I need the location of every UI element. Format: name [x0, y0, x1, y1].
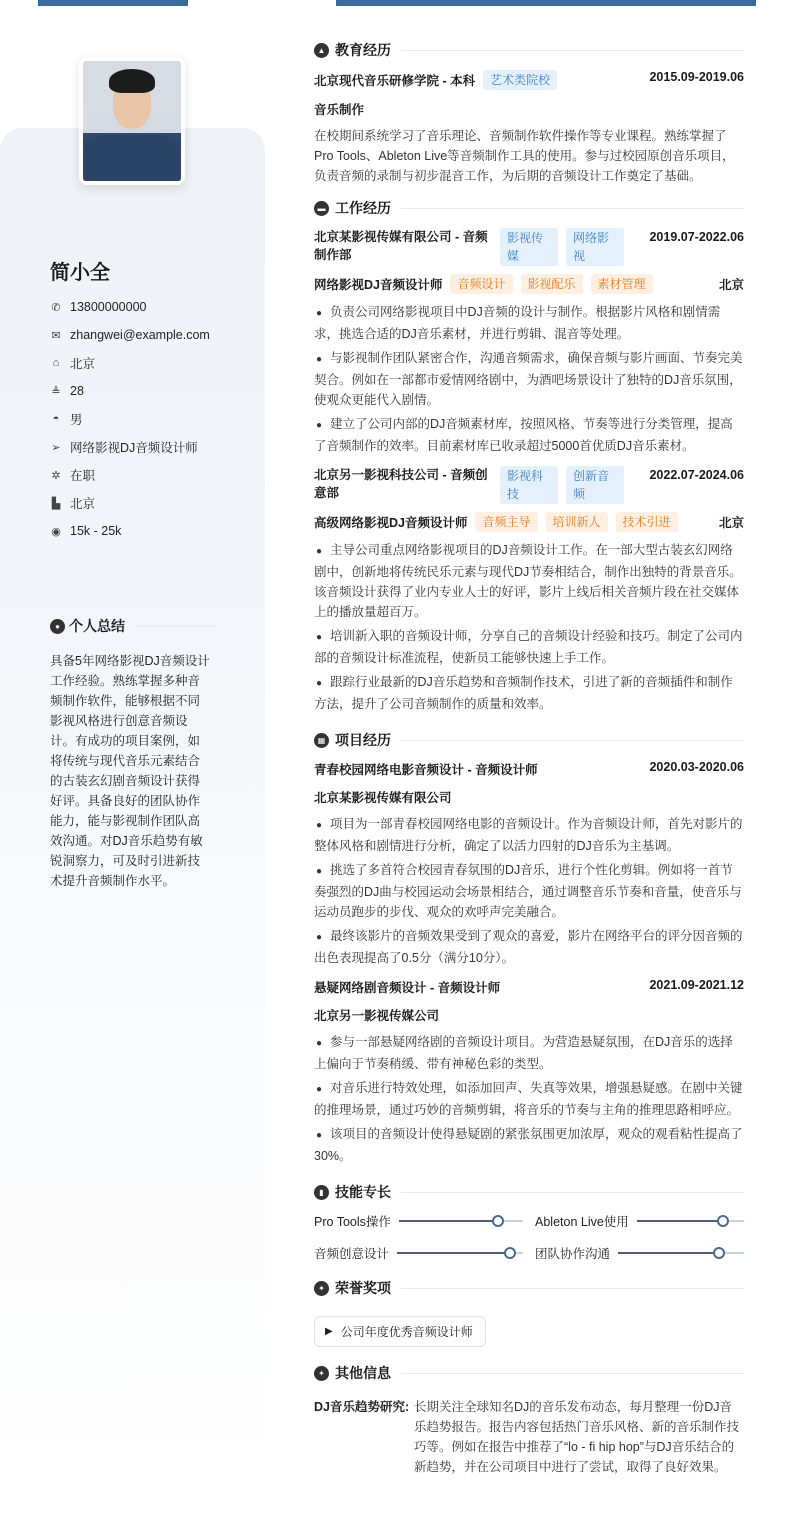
- work-company: 北京另一影视科技公司 - 音频创意部: [314, 468, 488, 500]
- education-desc: 在校期间系统学习了音乐理论、音频制作软件操作等专业课程。熟练掌握了Pro Tools、Ableton Live等音频制作工具的使用。参与过校园原创音乐项目，负责音频的录制与初步混音工作，为后期的音频设计工作奠定了基础。: [314, 129, 735, 183]
- education-heading: [314, 38, 744, 62]
- phone-icon: ✆: [51, 301, 61, 314]
- city-value: 北京: [70, 497, 96, 511]
- slider-knob[interactable]: [717, 1215, 729, 1227]
- award-icon: ✦: [314, 1281, 329, 1296]
- other-heading: [314, 1361, 744, 1385]
- work-date: 2019.07-2022.06: [649, 230, 744, 244]
- user-icon: ●: [50, 619, 65, 634]
- divider: [401, 50, 744, 51]
- cake-icon: ≜: [51, 385, 61, 398]
- avatar-image: [83, 61, 181, 181]
- skills-grid: [314, 1212, 744, 1262]
- education-date: 2015.09-2019.06: [649, 70, 744, 84]
- skill-tag: 音频设计: [450, 274, 512, 294]
- work-bullets: [314, 302, 744, 456]
- info-location: [50, 349, 210, 377]
- info-city: [50, 489, 210, 517]
- skill-tag: 音频主导: [475, 512, 537, 532]
- divider: [135, 626, 216, 627]
- location-value: 北京: [70, 357, 96, 371]
- gender-icon: ◓: [52, 413, 60, 425]
- info-position: [50, 433, 210, 461]
- project-header: [314, 760, 744, 778]
- work-role: 高级网络影视DJ音频设计师: [314, 516, 468, 530]
- divider: [401, 1192, 744, 1193]
- work-city: 北京: [718, 516, 744, 530]
- position-value: 网络影视DJ音频设计师: [70, 441, 198, 455]
- work-bullets: [314, 540, 744, 714]
- skill-slider[interactable]: [637, 1220, 744, 1222]
- send-icon: ➢: [51, 441, 61, 454]
- bar-chart-icon: ▮: [314, 1185, 329, 1200]
- skill-tag: 素材管理: [591, 274, 653, 294]
- skill-slider[interactable]: [399, 1220, 523, 1222]
- work-title: 工作经历: [335, 200, 391, 216]
- other-label: DJ音乐趋势研究:: [314, 1400, 410, 1414]
- divider: [401, 1288, 744, 1289]
- project-bullets: [314, 814, 744, 968]
- skill-label: Pro Tools操作: [314, 1215, 391, 1229]
- project-bullets: [314, 1032, 744, 1166]
- summary-text: 具备5年网络影视DJ音频设计工作经验。熟练掌握多种音频制作软件，能够根据不同影视风格进行创意音频设计。有成功的项目案例，如将传统与现代音乐元素结合的古装玄幻剧音频设计获得好评。具备良好的团队协作能力，能与影视制作团队高效沟通。对DJ音乐趋势有敏锐洞察力，可及时引进新技术提升音频制作水平。: [50, 654, 210, 888]
- skill-tag: 影视配乐: [521, 274, 583, 294]
- header-accent-bar-right: [336, 0, 756, 6]
- work-heading: [314, 196, 744, 220]
- project-name: 悬疑网络剧音频设计 - 音频设计师: [314, 981, 501, 995]
- skill-label: Ableton Live使用: [535, 1215, 629, 1229]
- work-item: [314, 228, 744, 456]
- phone-value: 13800000000: [70, 300, 147, 314]
- summary-title: 个人总结: [69, 618, 125, 634]
- status-value: 在职: [70, 469, 96, 483]
- projects-heading: [314, 728, 744, 752]
- profile-name: 简小全: [50, 262, 110, 284]
- other-title: 其他信息: [335, 1365, 391, 1381]
- bullet-item: ● 该项目的音频设计使得悬疑剧的紧张氛围更加浓厚，观众的观看粘性提高了30%。: [314, 1127, 743, 1163]
- project-company: 北京某影视传媒有限公司: [314, 791, 452, 805]
- bullet-item: ● 跟踪行业最新的DJ音乐趋势和音频制作技术，引进了新的音频插件和制作方法，提升了公司音频制作的质量和效率。: [314, 675, 733, 711]
- school-tag: 艺术类院校: [483, 70, 557, 90]
- award-label: 公司年度优秀音频设计师: [340, 1325, 473, 1339]
- building-icon: ▙: [51, 497, 61, 510]
- skill-item: [314, 1244, 523, 1262]
- contact-info-list: [50, 293, 210, 545]
- divider: [401, 1373, 744, 1374]
- slider-knob[interactable]: [713, 1247, 725, 1259]
- skill-label: 音频创意设计: [314, 1247, 390, 1261]
- briefcase-icon: ▬: [314, 201, 329, 216]
- education-title: 教育经历: [335, 42, 391, 58]
- skill-item: [535, 1212, 744, 1230]
- header-accent-bar-left: [38, 0, 188, 6]
- main-content: [314, 38, 744, 1477]
- bullet-item: ● 主导公司重点网络影视项目的DJ音频设计工作。在一部大型古装玄幻网络剧中，创新地将传统民乐元素与现代DJ节奏相结合，制作出独特的背景音乐。该音频设计获得了业内专业人士的好评，影片上线后相关音频片段在社交媒体上的播放量超百万。: [314, 543, 742, 619]
- divider: [401, 208, 744, 209]
- award-item[interactable]: [314, 1316, 486, 1347]
- info-status: [50, 461, 210, 489]
- bullet-item: ● 对音乐进行特效处理，如添加回声、失真等效果，增强悬疑感。在剧中关键的推理场景，通过巧妙的音频剪辑，将音乐的节奏与主角的推理思路相呼应。: [314, 1081, 743, 1117]
- skills-heading: [314, 1180, 744, 1204]
- work-city: 北京: [718, 278, 744, 292]
- avatar: [79, 57, 185, 185]
- info-email: [50, 321, 210, 349]
- gender-value: 男: [70, 413, 83, 427]
- bullet-item: ● 最终该影片的音频效果受到了观众的喜爱，影片在网络平台的评分因音频的出色表现提高了0.5分（满分10分）。: [314, 929, 743, 965]
- info-gender: [50, 405, 210, 433]
- grid-icon: ▦: [314, 733, 329, 748]
- project-date: 2021.09-2021.12: [649, 978, 744, 992]
- other-text: 长期关注全球知名DJ的音乐发布动态，每月整理一份DJ音乐趋势报告。报告内容包括热门音乐风格、新的音乐制作技巧等。例如在报告中推荐了“lo - fi hip hop”与DJ音乐结合的新趋势，并在公司项目中进行了尝试，取得了良好效果。: [414, 1400, 740, 1474]
- work-item-header: [314, 228, 744, 266]
- summary-heading: [50, 616, 216, 636]
- info-salary: [50, 517, 210, 545]
- bullet-item: ● 项目为一部青春校园网络电影的音频设计。作为音频设计师，首先对影片的整体风格和剧情进行分析，确定了以活力四射的DJ音乐为主基调。: [314, 817, 743, 853]
- awards-title: 荣誉奖项: [335, 1280, 391, 1296]
- skill-slider[interactable]: [618, 1252, 744, 1254]
- salary-value: 15k - 25k: [70, 524, 122, 538]
- graduation-cap-icon: ▲: [314, 43, 329, 58]
- slider-knob[interactable]: [492, 1215, 504, 1227]
- bullet-item: ● 建立了公司内部的DJ音频素材库，按照风格、节奏等进行分类管理，提高了音频制作的效率。目前素材库已收录超过5000首优质DJ音乐素材。: [314, 417, 733, 453]
- company-tag: 网络影视: [566, 228, 624, 266]
- work-item-header: [314, 466, 744, 504]
- email-value: zhangwei@example.com: [70, 328, 210, 342]
- project-item: [314, 760, 744, 968]
- skill-item: [535, 1244, 744, 1262]
- education-row: [314, 70, 744, 90]
- bullet-item: ● 培训新入职的音频设计师，分享自己的音频设计经验和技巧。制定了公司内部的音频设计标准流程，使新员工能够快速上手工作。: [314, 629, 743, 665]
- awards-heading: [314, 1276, 744, 1300]
- home-icon: ⌂: [52, 357, 60, 369]
- project-date: 2020.03-2020.06: [649, 760, 744, 774]
- project-item: [314, 978, 744, 1166]
- skill-tag: 技术引进: [616, 512, 678, 532]
- education-major: 音乐制作: [314, 103, 365, 117]
- skills-title: 技能专长: [335, 1184, 391, 1200]
- skill-label: 团队协作沟通: [535, 1247, 611, 1261]
- project-header: [314, 978, 744, 996]
- divider: [401, 740, 744, 741]
- bullet-item: ● 参与一部悬疑网络剧的音频设计项目。为营造悬疑氛围，在DJ音乐的选择上偏向于节奏稍缓、带有神秘色彩的类型。: [314, 1035, 733, 1071]
- skill-slider[interactable]: [397, 1252, 523, 1254]
- info-phone: [50, 293, 210, 321]
- triangle-right-icon: ▶: [325, 1326, 333, 1337]
- skill-tag: 培训新人: [546, 512, 608, 532]
- work-role-row: [314, 274, 744, 294]
- age-value: 28: [70, 384, 84, 398]
- info-age: [50, 377, 210, 405]
- company-tag: 创新音频: [566, 466, 624, 504]
- work-date: 2022.07-2024.06: [649, 468, 744, 482]
- work-role: 网络影视DJ音频设计师: [314, 278, 443, 292]
- company-tag: 影视科技: [500, 466, 558, 504]
- work-item: [314, 466, 744, 714]
- bullet-item: ● 负责公司网络影视项目中DJ音频的设计与制作。根据影片风格和剧情需求，挑选合适的DJ音乐素材，并进行剪辑、混音等处理。: [314, 305, 721, 341]
- mail-icon: ✉: [51, 329, 61, 342]
- salary-icon: ◉: [51, 525, 61, 538]
- project-company: 北京另一影视传媒公司: [314, 1009, 440, 1023]
- slider-knob[interactable]: [504, 1247, 516, 1259]
- company-tag: 影视传媒: [500, 228, 558, 266]
- info-icon: ✦: [314, 1366, 329, 1381]
- work-role-row: [314, 512, 744, 532]
- projects-title: 项目经历: [335, 732, 391, 748]
- project-name: 青春校园网络电影音频设计 - 音频设计师: [314, 763, 538, 777]
- status-icon: ✲: [51, 469, 61, 482]
- skill-item: [314, 1212, 523, 1230]
- bullet-item: ● 挑选了多首符合校园青春氛围的DJ音乐，进行个性化剪辑。例如将一首节奏强烈的DJ曲与校园运动会场景相结合，通过调整音乐节奏和音量，使音乐与运动员跑步的步伐、观众的欢呼声完美融合。: [314, 863, 742, 919]
- other-item: [314, 1397, 744, 1477]
- school-name: 北京现代音乐研修学院 - 本科: [314, 74, 476, 88]
- work-company: 北京某影视传媒有限公司 - 音频制作部: [314, 230, 488, 262]
- bullet-item: ● 与影视制作团队紧密合作，沟通音频需求，确保音频与影片画面、节奏完美契合。例如在一部都市爱情网络剧中，为酒吧场景设计了独特的DJ音乐氛围，使观众更能代入剧情。: [314, 351, 743, 407]
